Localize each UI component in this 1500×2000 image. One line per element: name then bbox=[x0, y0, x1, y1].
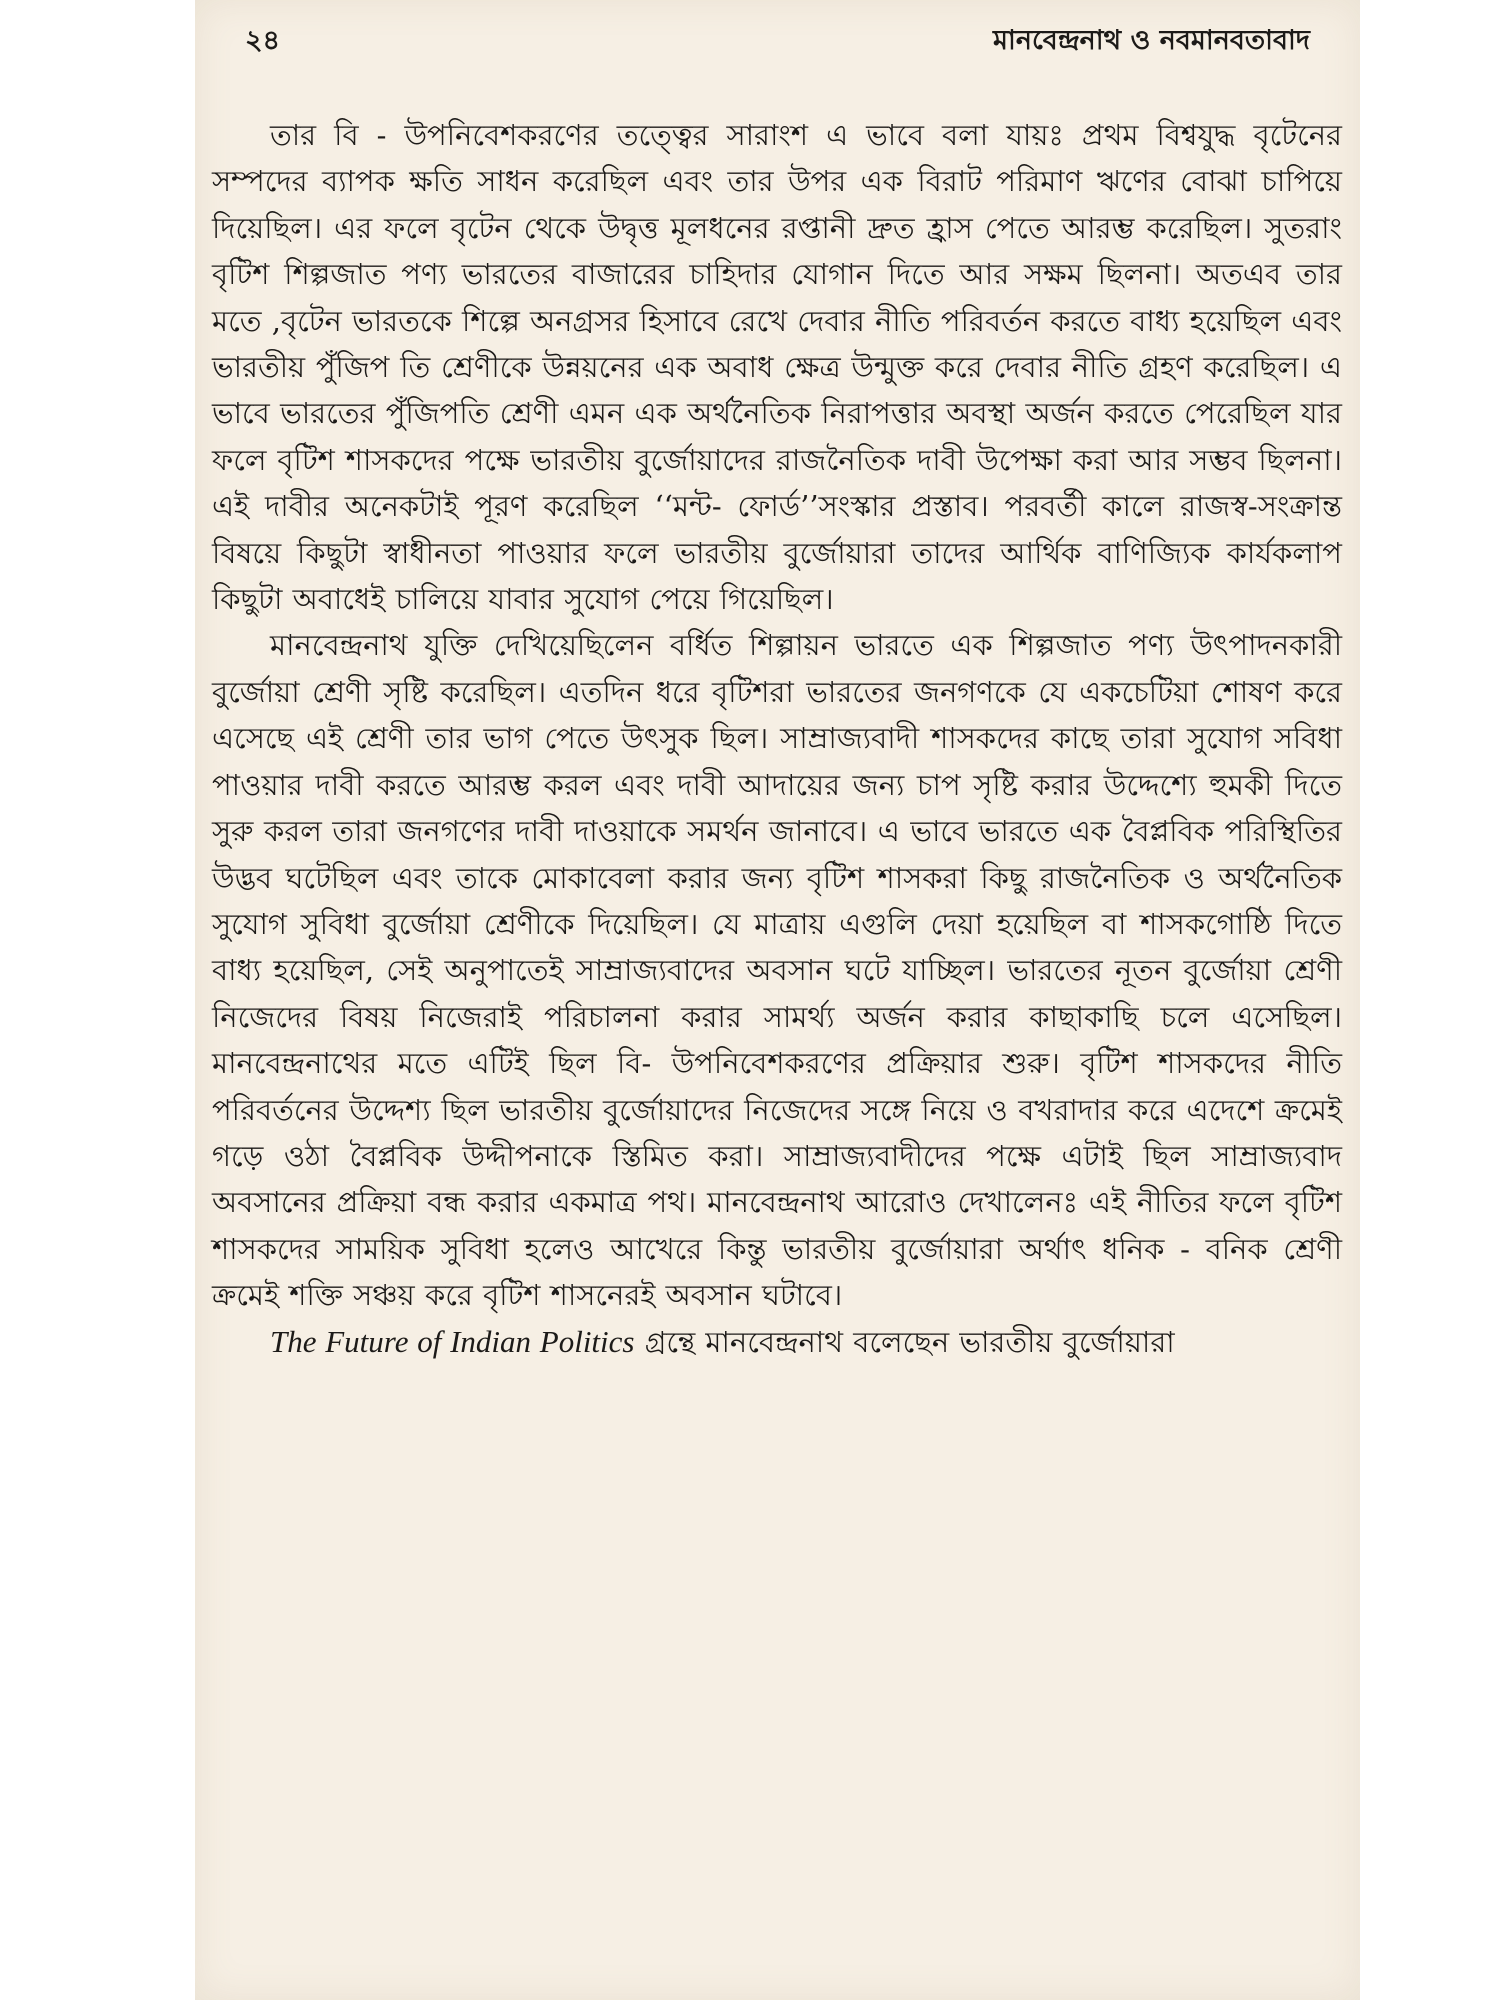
cited-book-title: The Future of Indian Politics bbox=[270, 1323, 635, 1359]
book-title: মানবেন্দ্রনাথ ও নবমানবতাবাদ bbox=[993, 24, 1310, 56]
paragraph-3 bbox=[212, 1319, 1342, 1365]
book-page bbox=[195, 0, 1360, 2000]
page-number: ২৪ bbox=[245, 24, 281, 56]
paragraph-1: তার বি - উপনিবেশকরণের তত্ত্বের সারাংশ এ ভাবে বলা যায়ঃ প্রথম বিশ্বযুদ্ধ বৃটেনের সম্পদের ব্যাপক ক্ষতি সাধন করেছিল এবং তার উপর এক বিরাট পরিমাণ ঋণের বোঝা চাপিয়ে দিয়েছিল। এর ফলে বৃটেন থেকে উদ্বৃত্ত মূলধনের রপ্তানী দ্রুত হ্রাস পেতে আরম্ভ করেছিল। সুতরাং বৃটিশ শিল্পজাত পণ্য ভারতের বাজারের চাহিদার যোগান দিতে আর সক্ষম ছিলনা। অতএব তার মতে ,বৃটেন ভারতকে শিল্পে অনগ্রসর হিসাবে রেখে দেবার নীতি পরিবর্তন করতে বাধ্য হয়েছিল এবং ভারতীয় পুঁজিপ তি শ্রেণীকে উন্নয়নের এক অবাধ ক্ষেত্র উন্মুক্ত করে দেবার নীতি গ্রহণ করেছিল। এ ভাবে ভারতের পুঁজিপতি শ্রেণী এমন এক অর্থনৈতিক নিরাপত্তার অবস্থা অর্জন করতে পেরেছিল যার ফলে বৃটিশ শাসকদের পক্ষে ভারতীয় বুর্জোয়াদের রাজনৈতিক দাবী উপেক্ষা করা আর সম্ভব ছিলনা। এই দাবীর অনেকটাই পূরণ করেছিল ‘‘মন্ট- ফোর্ড’’সংস্কার প্রস্তাব। পরবর্তী কালে রাজস্ব-সংক্রান্ত বিষয়ে কিছুটা স্বাধীনতা পাওয়ার ফলে ভারতীয় বুর্জোয়ারা তাদের আর্থিক বাণিজ্যিক কার্যকলাপ কিছুটা অবাধেই চালিয়ে যাবার সুযোগ পেয়ে গিয়েছিল। bbox=[212, 118, 1342, 617]
paragraph-2: মানবেন্দ্রনাথ যুক্তি দেখিয়েছিলেন বর্ধিত শিল্পায়ন ভারতে এক শিল্পজাত পণ্য উৎপাদনকারী বুর্জোয়া শ্রেণী সৃষ্টি করেছিল। এতদিন ধরে বৃটিশরা ভারতের জনগণকে যে একচেটিয়া শোষণ করে এসেছে এই শ্রেণী তার ভাগ পেতে উৎসুক ছিল। সাম্রাজ্যবাদী শাসকদের কাছে তারা সুযোগ সবিধা পাওয়ার দাবী করতে আরম্ভ করল এবং দাবী আদায়ের জন্য চাপ সৃষ্টি করার উদ্দেশ্যে হুমকী দিতে সুরু করল তারা জনগণের দাবী দাওয়াকে সমর্থন জানাবে। এ ভাবে ভারতে এক বৈপ্লবিক পরিস্থিতির উদ্ভব ঘটেছিল এবং তাকে মোকাবেলা করার জন্য বৃটিশ শাসকরা কিছু রাজনৈতিক ও অর্থনৈতিক সুযোগ সুবিধা বুর্জোয়া শ্রেণীকে দিয়েছিল। যে মাত্রায় এগুলি দেয়া হয়েছিল বা শাসকগোষ্ঠি দিতে বাধ্য হয়েছিল, সেই অনুপাতেই সাম্রাজ্যবাদের অবসান ঘটে যাচ্ছিল। ভারতের নূতন বুর্জোয়া শ্রেণী নিজেদের বিষয় নিজেরাই পরিচালনা করার সামর্থ্য অর্জন করার কাছাকাছি চলে এসেছিল। মানবেন্দ্রনাথের মতে এটিই ছিল বি- উপনিবেশকরণের প্রক্রিয়ার শুরু। বৃটিশ শাসকদের নীতি পরিবর্তনের উদ্দেশ্য ছিল ভারতীয় বুর্জোয়াদের নিজেদের সঙ্গে নিয়ে ও বখরাদার করে এদেশে ক্রমেই গড়ে ওঠা বৈপ্লবিক উদ্দীপনাকে স্তিমিত করা। সাম্রাজ্যবাদীদের পক্ষে এটাই ছিল সাম্রাজ্যবাদ অবসানের প্রক্রিয়া বন্ধ করার একমাত্র পথ। মানবেন্দ্রনাথ আরোও দেখালেনঃ এই নীতির ফলে বৃটিশ শাসকদের সাময়িক সুবিধা হলেও আখেরে কিন্তু ভারতীয় বুর্জোয়ারা অর্থাৎ ধনিক - বনিক শ্রেণী ক্রমেই শক্তি সঞ্চয় করে বৃটিশ শাসনেরই অবসান ঘটাবে। bbox=[212, 628, 1342, 1313]
page-body bbox=[212, 112, 1342, 1365]
running-header bbox=[245, 22, 1310, 62]
paragraph-3-text: গ্রন্থে মানবেন্দ্রনাথ বলেছেন ভারতীয় বুর্জোয়ারা bbox=[634, 1324, 1175, 1359]
